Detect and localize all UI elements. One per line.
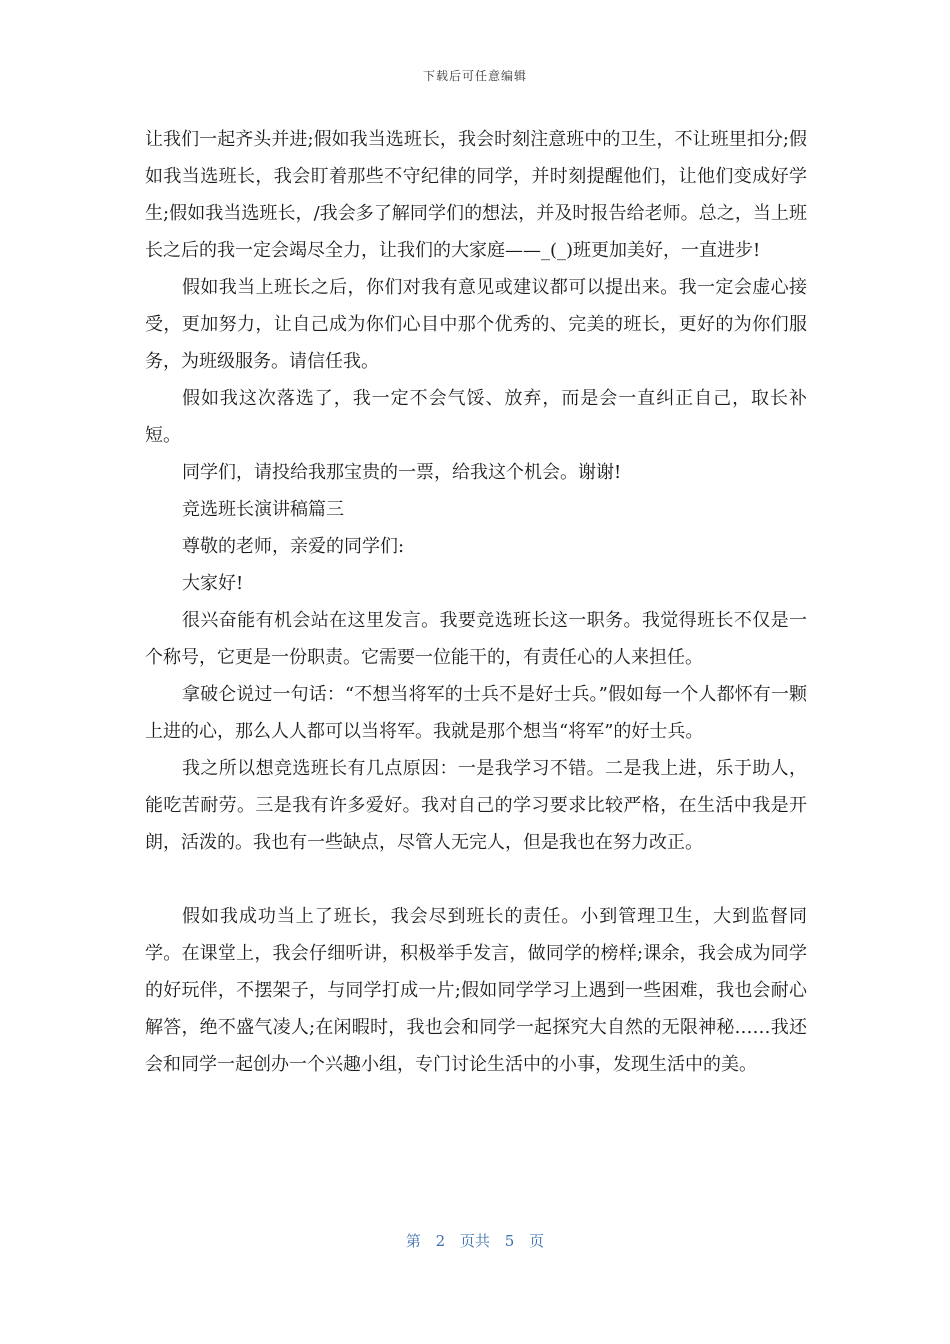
greeting: 大家好!: [182, 573, 244, 594]
paragraph: 同学们，请投给我那宝贵的一票，给我这个机会。谢谢!: [182, 462, 622, 483]
paragraph: 我之所以想竞选班长有几点原因：一是我学习不错。二是我上进，乐于助人，能吃苦耐劳。三是我有许多爱好。我对自己的学习要求比较严格，在生活中我是开朗，活泼的。我也有一些缺点，尽管人无完人，但是我也在努力改正。: [145, 758, 807, 853]
paragraph: 假如我这次落选了，我一定不会气馁、放弃，而是会一直纠正自己，取长补短。: [145, 388, 807, 446]
paragraph: 很兴奋能有机会站在这里发言。我要竞选班长这一职务。我觉得班长不仅是一个称号，它更是一份职责。它需要一位能干的，有责任心的人来担任。: [145, 610, 807, 668]
paragraph: 假如我成功当上了班长，我会尽到班长的责任。小到管理卫生，大到监督同学。在课堂上，我会仔细听讲，积极举手发言，做同学的榜样;课余，我会成为同学的好玩伴，不摆架子，与同学打成一片;假如同学学习上遇到一些困难，我也会耐心解答，绝不盛气凌人;在闲暇时，我也会和同学一起探究大自然的无限神秘……我还会和同学一起创办一个兴趣小组，专门讨论生活中的小事，发现生活中的美。: [145, 906, 807, 1075]
paragraph: 拿破仑说过一句话：“不想当将军的士兵不是好士兵。”假如每一个人都怀有一颗上进的心，那么人人都可以当将军。我就是那个想当“将军”的好士兵。: [145, 684, 807, 742]
page-header: 下载后可任意编辑: [422, 69, 527, 83]
salutation: 尊敬的老师，亲爱的同学们:: [182, 536, 405, 557]
paragraph: 让我们一起齐头并进;假如我当选班长，我会时刻注意班中的卫生，不让班里扣分;假如我当选班长，我会盯着那些不守纪律的同学，并时刻提醒他们，让他们变成好学生;假如我当选班长，/我会多了解同学们的想法，并及时报告给老师。总之，当上班长之后的我一定会竭尽全力，让我们的大家庭——_(_)班更加美好，一直进步!: [145, 129, 807, 261]
page-number-footer: 第 2 页共 5 页: [405, 1232, 545, 1250]
document-body: [145, 121, 807, 1083]
paragraph: 假如我当上班长之后，你们对我有意见或建议都可以提出来。我一定会虚心接受，更加努力，让自己成为你们心目中那个优秀的、完美的班长，更好的为你们服务，为班级服务。请信任我。: [145, 277, 807, 372]
section-title: 竞选班长演讲稿篇三: [182, 499, 344, 520]
